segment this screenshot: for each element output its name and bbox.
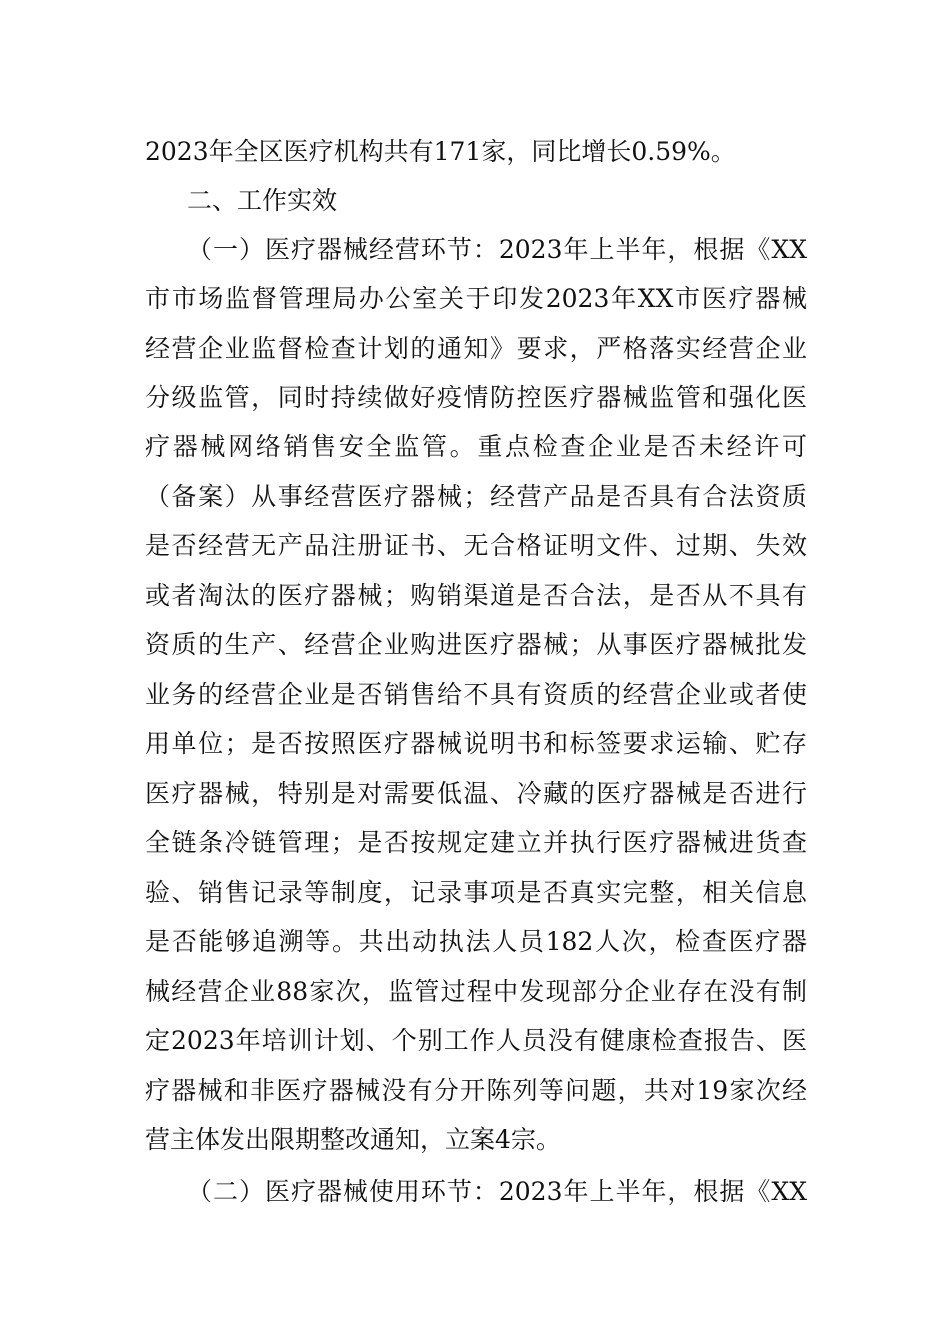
text-line-11: 资质的生产、经营企业购进医疗器械；从事医疗器械批发 <box>145 630 807 659</box>
text-line-17: 是否能够追溯等。共出动执法人员182人次，检查医疗器 <box>145 927 807 956</box>
text-line-19: 定2023年培训计划、个别工作人员没有健康检查报告、医 <box>145 1026 807 1055</box>
text-line-1: 2023年全区医疗机构共有171家，同比增长0.59%。 <box>145 137 736 166</box>
text-line-9: 是否经营无产品注册证书、无合格证明文件、过期、失效 <box>145 531 807 560</box>
text-line-7: 疗器械网络销售安全监管。重点检查企业是否未经许可 <box>145 432 807 461</box>
text-line-3: （一）医疗器械经营环节：2023年上半年，根据《XX <box>187 235 807 264</box>
text-line-22: （二）医疗器械使用环节：2023年上半年，根据《XX <box>187 1177 807 1206</box>
text-line-14: 医疗器械，特别是对需要低温、冷藏的医疗器械是否进行 <box>145 779 807 808</box>
text-line-4: 市市场监督管理局办公室关于印发2023年XX市医疗器械 <box>145 284 807 313</box>
text-line-16: 验、销售记录等制度，记录事项是否真实完整，相关信息 <box>145 878 807 907</box>
text-line-15: 全链条冷链管理；是否按规定建立并执行医疗器械进货查 <box>145 828 807 857</box>
text-line-12: 业务的经营企业是否销售给不具有资质的经营企业或者使 <box>145 680 807 709</box>
text-line-13: 用单位；是否按照医疗器械说明书和标签要求运输、贮存 <box>145 729 807 758</box>
text-line-5: 经营企业监督检查计划的通知》要求，严格落实经营企业 <box>145 334 807 363</box>
section-heading: 二、工作实效 <box>187 186 338 215</box>
text-line-10: 或者淘汰的医疗器械；购销渠道是否合法，是否从不具有 <box>145 581 807 610</box>
text-line-6: 分级监管，同时持续做好疫情防控医疗器械监管和强化医 <box>145 383 807 412</box>
text-line-18: 械经营企业88家次，监管过程中发现部分企业存在没有制 <box>145 977 807 1006</box>
text-line-20: 疗器械和非医疗器械没有分开陈列等问题，共对19家次经 <box>145 1076 807 1105</box>
text-line-8: （备案）从事经营医疗器械；经营产品是否具有合法资质 <box>145 482 807 511</box>
text-line-21: 营主体发出限期整改通知，立案4宗。 <box>145 1125 561 1154</box>
